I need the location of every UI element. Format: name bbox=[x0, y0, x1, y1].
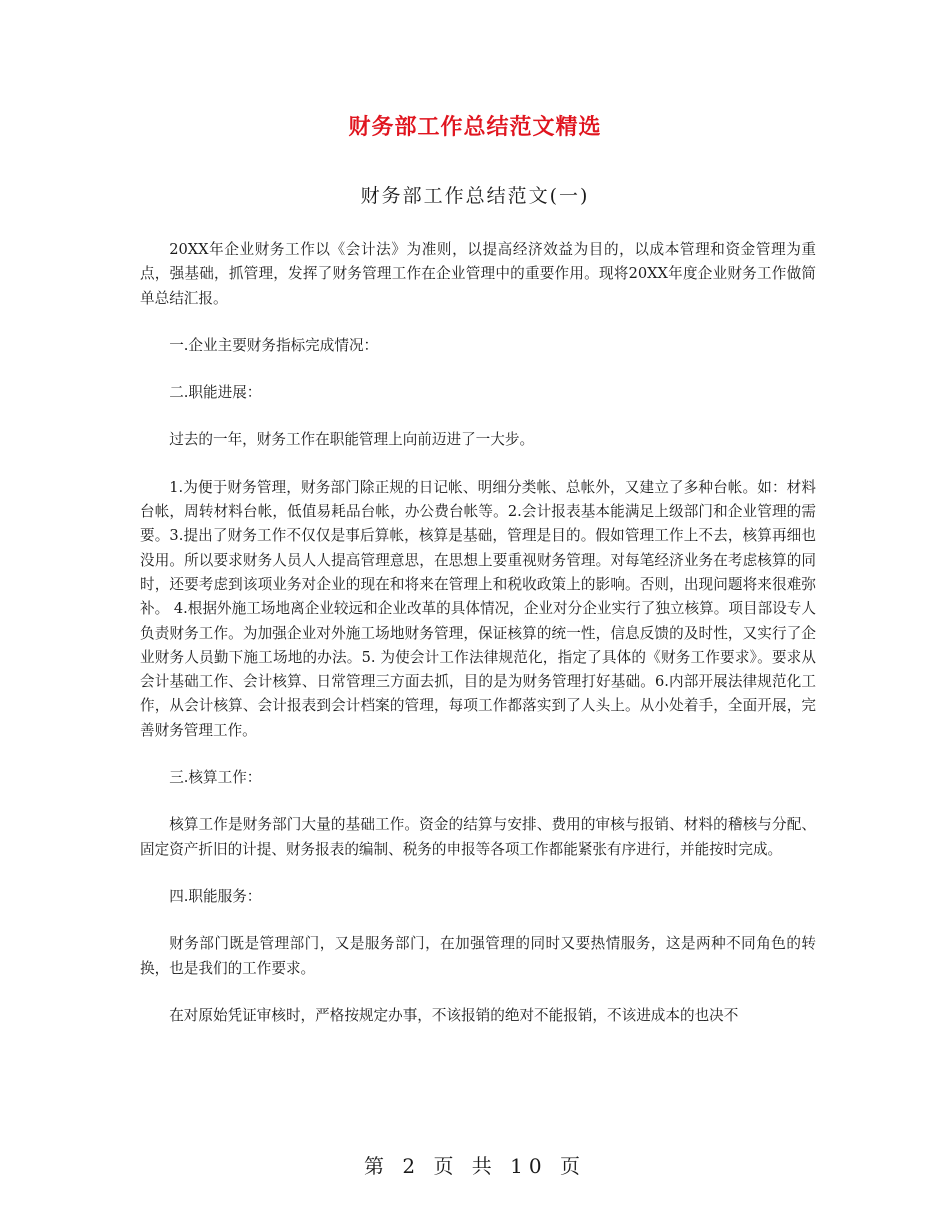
paragraph-management-items: 1.为便于财务管理，财务部门除正规的日记帐、明细分类帐、总帐外，又建立了多种台帐。如：材料台帐，周转材料台帐，低值易耗品台帐，办公费台帐等。2.会计报表基本能满足上级部门和企业管理的需要。3.提出了财务工作不仅仅是事后算帐，核算是基础，管理是目的。假如管理工作上不去，核算再细也没用。所以要求财务人员人人提高管理意思，在思想上要重视财务管理。对每笔经济业务在考虑核算的同时，还要考虑到该项业务对企业的现在和将来在管理上和税收政策上的影响。否则，出现问题将来很难弥补。 4.根据外施工场地离企业较远和企业改革的具体情况，企业对分企业实行了独立核算。项目部设专人负责财务工作。为加强企业对外施工场地财务管理，保证核算的统一性，信息反馈的及时性，又实行了企业财务人员勤下施工场地的办法。5. 为使会计工作法律规范化，指定了具体的《财务工作要求》。要求从会计基础工作、会计核算、日常管理三方面去抓，目的是为财务管理打好基础。6.内部开展法律规范化工作，从会计核算、会计报表到会计档案的管理，每项工作都落实到了人头上。从小处着手，全面开展，完善财务管理工作。 bbox=[140, 478, 816, 739]
heading-section-4: 四.职能服务： bbox=[169, 887, 262, 905]
paragraph-accounting: 核算工作是财务部门大量的基础工作。资金的结算与安排、费用的审核与报销、材料的稽核与分配、固定资产折旧的计提、财务报表的编制、税务的申报等各项工作都能紧张有序进行，并能按时完成。 bbox=[140, 816, 816, 858]
heading-section-2: 二.职能进展： bbox=[169, 384, 262, 402]
page-number-footer: 第 2 页 共 10 页 bbox=[364, 1154, 586, 1178]
document-body bbox=[140, 238, 816, 1051]
document-title: 财务部工作总结范文精选 bbox=[348, 115, 602, 140]
paragraph-service: 财务部门既是管理部门，又是服务部门，在加强管理的同时又要热情服务，这是两种不同角色的转换，也是我们的工作要求。 bbox=[140, 935, 816, 977]
paragraph-intro: 20XX年企业财务工作以《会计法》为准则，以提高经济效益为目的，以成本管理和资金管理为重点，强基础，抓管理，发挥了财务管理工作在企业管理中的重要作用。现将20XX年度企业财务工作做简单总结汇报。 bbox=[140, 241, 816, 307]
paragraph-progress: 过去的一年，财务工作在职能管理上向前迈进了一大步。 bbox=[169, 431, 535, 449]
heading-section-3: 三.核算工作： bbox=[169, 769, 262, 787]
heading-section-1: 一.企业主要财务指标完成情况： bbox=[169, 336, 379, 354]
paragraph-voucher-review: 在对原始凭证审核时，严格按规定办事，不该报销的绝对不能报销，不该进成本的也决不 bbox=[169, 1006, 739, 1024]
document-subtitle: 财务部工作总结范文(一) bbox=[360, 185, 590, 207]
